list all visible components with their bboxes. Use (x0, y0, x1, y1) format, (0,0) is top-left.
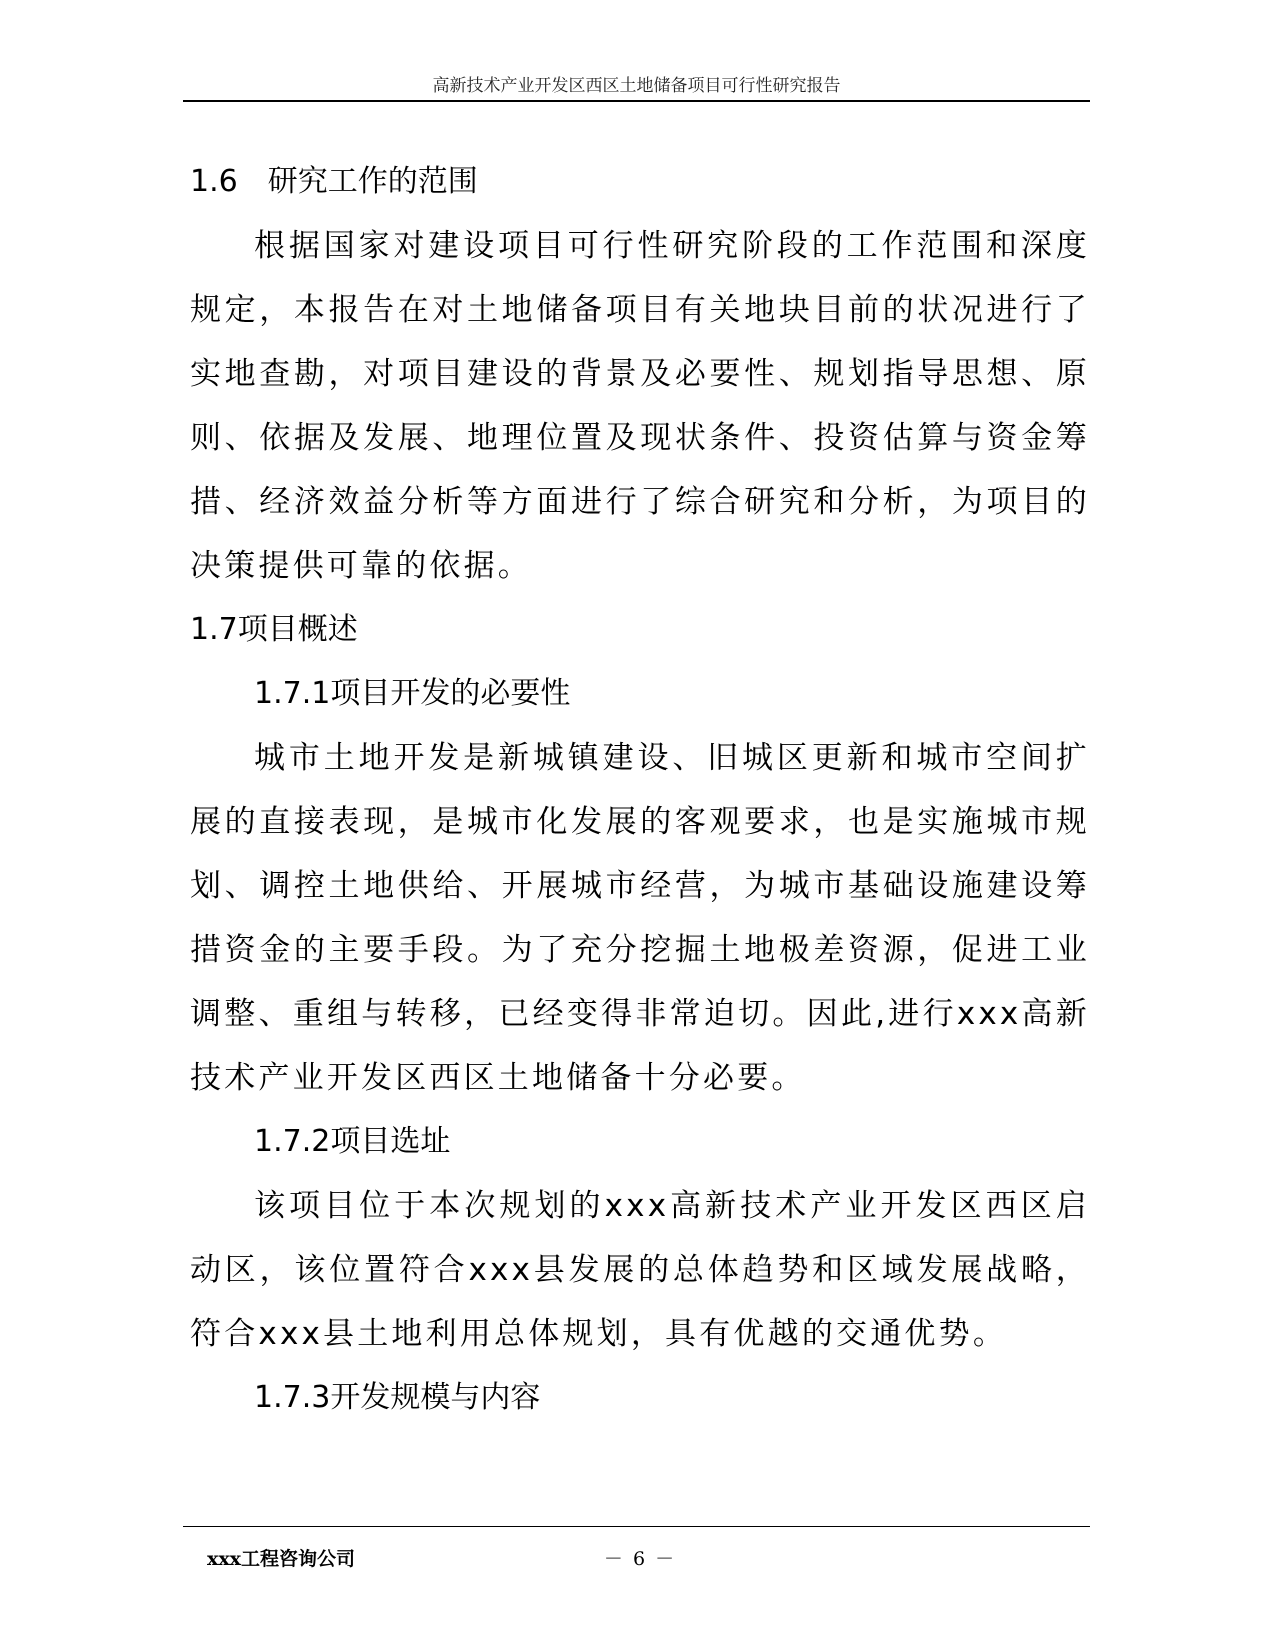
section-heading-1-7-2: 1.7.2项目选址 (254, 1124, 451, 1159)
document-body (190, 150, 1090, 1430)
section-heading-1-7: 1.7项目概述 (190, 612, 358, 647)
section-heading-1-6: 1.6 研究工作的范围 (190, 164, 478, 199)
section-heading-1-7-3: 1.7.3开发规模与内容 (254, 1380, 541, 1415)
footer-divider (183, 1526, 1090, 1527)
header-divider (183, 100, 1090, 102)
footer-page-number: － 6 － (603, 1548, 677, 1570)
section-heading-1-7-1: 1.7.1项目开发的必要性 (254, 676, 571, 711)
page-header-title: 高新技术产业开发区西区土地储备项目可行性研究报告 (432, 76, 841, 96)
section-paragraph-1-7-1: 城市土地开发是新城镇建设、旧城区更新和城市空间扩展的直接表现，是城市化发展的客观要求，也是实施城市规划、调控土地供给、开展城市经营，为城市基础设施建设筹措资金的主要手段。为了充分挖掘土地极差资源，促进工业调整、重组与转移，已经变得非常迫切。因此,进行xxx高新技术产业开发区西区土地储备十分必要。 (190, 740, 1090, 1096)
section-paragraph-1-6: 根据国家对建设项目可行性研究阶段的工作范围和深度规定，本报告在对土地储备项目有关地块目前的状况进行了实地查勘，对项目建设的背景及必要性、规划指导思想、原则、依据及发展、地理位置及现状条件、投资估算与资金筹措、经济效益分析等方面进行了综合研究和分析，为项目的决策提供可靠的依据。 (190, 228, 1090, 584)
section-paragraph-1-7-2: 该项目位于本次规划的xxx高新技术产业开发区西区启动区，该位置符合xxx县发展的总体趋势和区域发展战略，符合xxx县土地利用总体规划，具有优越的交通优势。 (190, 1188, 1090, 1352)
footer-company-name: xxx工程咨询公司 (207, 1548, 355, 1570)
